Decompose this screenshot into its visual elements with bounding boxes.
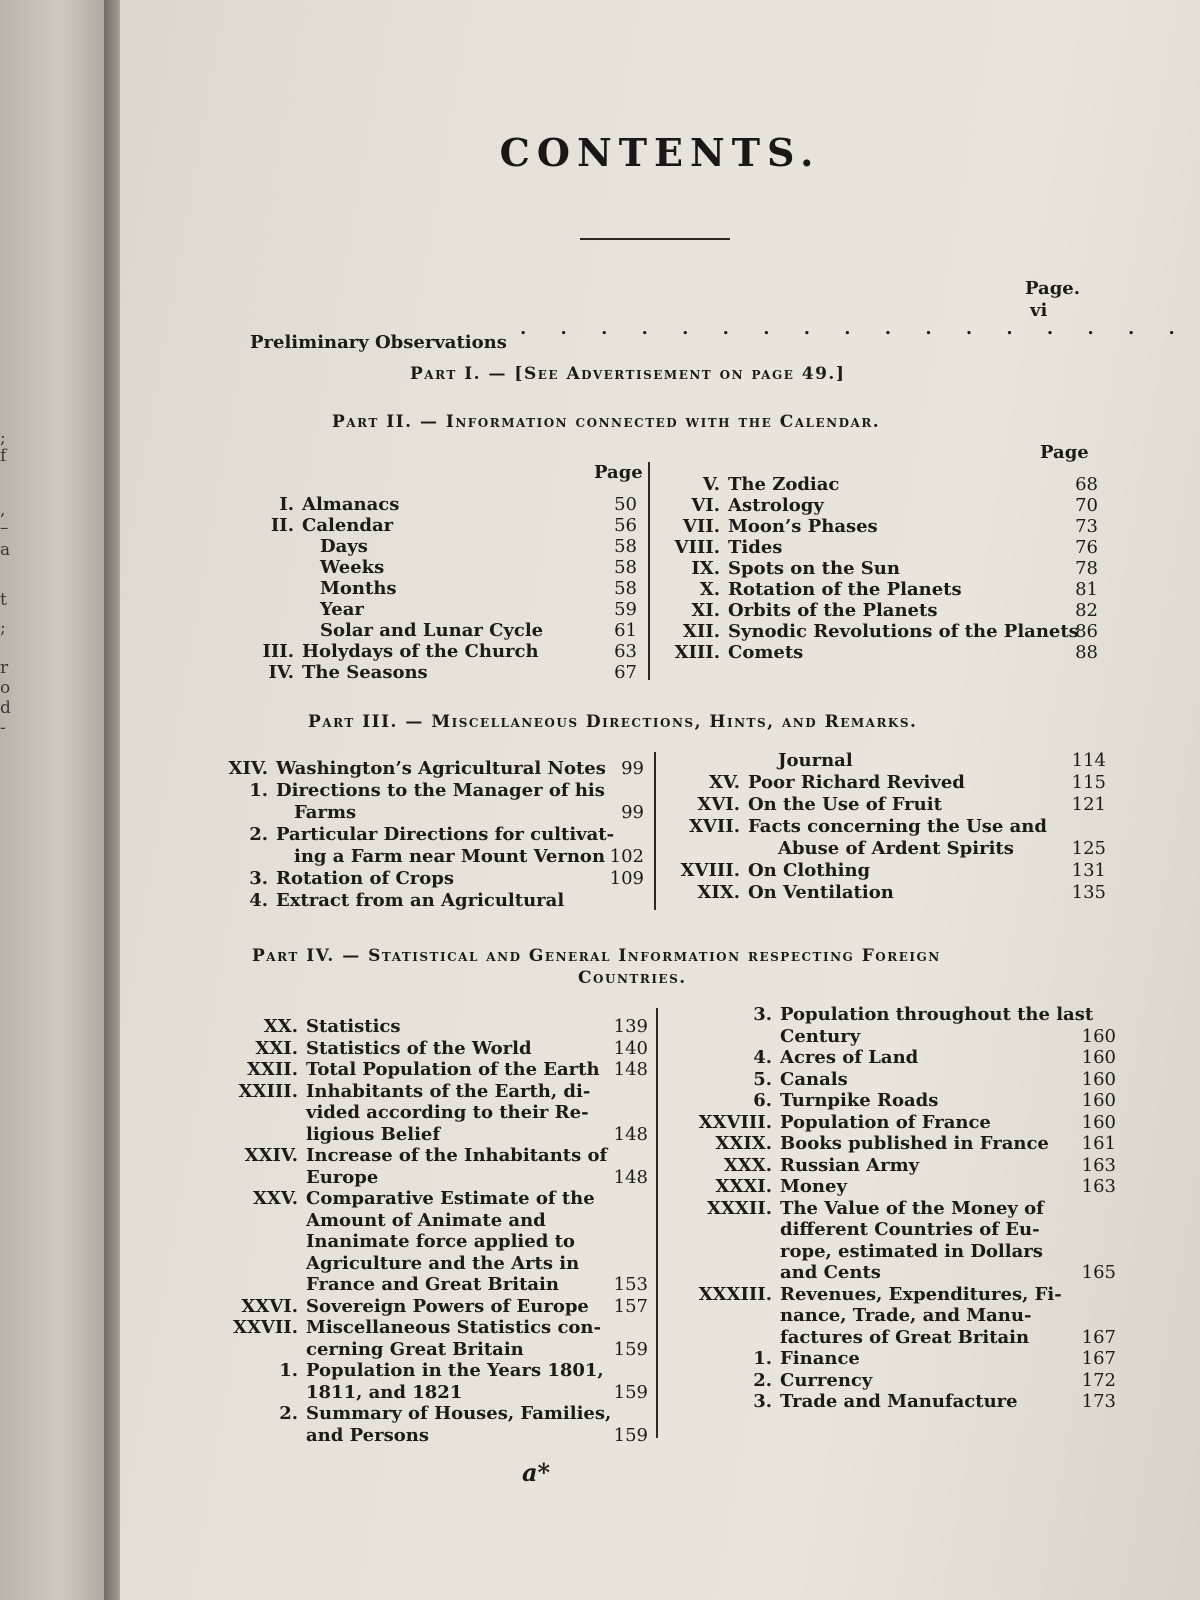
toc-entry-title: Acres of Land — [780, 1047, 919, 1068]
toc-entry-number: XXIX. — [715, 1133, 772, 1154]
facing-page-letter: – — [0, 518, 9, 538]
toc-entry-title: Tides — [728, 537, 783, 558]
toc-entry-number: 5. — [753, 1068, 772, 1090]
facing-page-letter: ; — [0, 428, 6, 448]
preliminary-observations-page: vi — [1030, 300, 1048, 321]
toc-entry-number: XX. — [263, 1016, 298, 1037]
toc-entry-page: 153 — [613, 1274, 648, 1295]
facing-page-letter: o — [0, 678, 11, 698]
toc-entry — [666, 750, 1106, 772]
toc-entry — [666, 772, 1106, 794]
toc-entry — [212, 1188, 648, 1210]
toc-entry-title: Washington’s Agricultural Notes — [276, 758, 606, 779]
toc-entry — [212, 1403, 648, 1425]
part-4-text: — Statistical and General Information respecting Foreign — [342, 946, 941, 966]
toc-entry-title: Century — [780, 1025, 861, 1047]
toc-entry-page: 114 — [1071, 750, 1106, 771]
toc-entry — [666, 816, 1106, 838]
toc-entry-number: XXIV. — [244, 1145, 298, 1166]
toc-entry-title: Population throughout the last — [780, 1004, 1094, 1025]
toc-entry-title: and Cents — [780, 1262, 881, 1283]
toc-entry-page: 99 — [621, 802, 644, 823]
toc-entry-page: 58 — [614, 578, 637, 599]
part-2-column-divider — [648, 462, 650, 680]
toc-entry-title: The Value of the Money of — [780, 1197, 1044, 1219]
toc-entry-number: XI. — [691, 600, 720, 621]
toc-entry-page: 67 — [614, 662, 637, 683]
toc-entry — [212, 1253, 648, 1275]
toc-entry-title: and Persons — [306, 1424, 429, 1446]
toc-entry-title: Finance — [780, 1348, 860, 1369]
toc-entry-number: XVII. — [688, 816, 740, 837]
toc-entry-page: 160 — [1081, 1090, 1116, 1111]
toc-entry-page: 99 — [621, 758, 644, 779]
toc-entry-title: Moon’s Phases — [728, 516, 878, 537]
toc-entry — [658, 579, 1098, 601]
toc-entry-title: Synodic Revolutions of the Planets — [728, 621, 1079, 642]
toc-entry-title: Farms — [294, 802, 357, 823]
toc-entry — [212, 536, 637, 558]
toc-entry — [666, 1305, 1116, 1327]
toc-entry-title: Statistics — [306, 1016, 401, 1037]
toc-entry-number: XVIII. — [680, 860, 740, 881]
toc-entry — [666, 1069, 1116, 1091]
toc-entry — [212, 1296, 648, 1318]
toc-entry-page: 76 — [1075, 537, 1098, 558]
toc-entry-page: 160 — [1081, 1025, 1116, 1047]
toc-entry — [212, 515, 637, 537]
toc-entry-title: Particular Directions for cultivat- — [276, 824, 615, 845]
toc-entry-number: 1. — [753, 1348, 772, 1369]
toc-entry-number: XIX. — [697, 882, 740, 903]
part-1-heading — [410, 364, 845, 384]
toc-entry — [658, 474, 1098, 496]
toc-entry-title: Orbits of the Planets — [728, 600, 938, 621]
toc-entry-number: 2. — [279, 1403, 298, 1424]
toc-entry-title: On Clothing — [748, 860, 871, 881]
toc-entry-title: The Seasons — [302, 662, 428, 683]
toc-entry-title: factures of Great Britain — [780, 1326, 1030, 1348]
toc-entry-page: 81 — [1075, 579, 1098, 600]
toc-entry-title: On the Use of Fruit — [748, 794, 942, 815]
toc-entry — [666, 794, 1106, 816]
toc-entry-page: 161 — [1081, 1133, 1116, 1154]
toc-entry-title: Total Population of the Earth — [306, 1059, 600, 1080]
toc-entry-page: 165 — [1081, 1262, 1116, 1283]
toc-entry — [212, 780, 644, 802]
toc-entry-page: 109 — [609, 868, 644, 889]
toc-entry — [666, 860, 1106, 882]
toc-entry — [666, 1262, 1116, 1284]
toc-entry — [212, 620, 637, 642]
toc-entry-title: Population of France — [780, 1111, 991, 1133]
toc-entry-page: 172 — [1081, 1369, 1116, 1391]
toc-entry-page: 115 — [1071, 772, 1106, 793]
toc-entry — [658, 495, 1098, 517]
toc-entry-page: 56 — [614, 515, 637, 536]
toc-entry-page: 135 — [1071, 882, 1106, 903]
toc-entry-page: 78 — [1075, 558, 1098, 579]
facing-page-letter: - — [0, 718, 6, 738]
toc-entry-number: IX. — [691, 558, 720, 579]
part-1-text: — [See Advertisement on page 49.] — [488, 364, 846, 384]
toc-entry — [666, 1391, 1116, 1413]
toc-entry-number: VII. — [682, 516, 720, 537]
toc-entry — [212, 1038, 648, 1060]
toc-entry-number: X. — [699, 579, 720, 600]
part-3-text: — Miscellaneous Directions, Hints, and Remarks. — [405, 712, 918, 732]
toc-entry-number: XXXI. — [715, 1176, 772, 1197]
toc-entry — [212, 641, 637, 663]
toc-entry — [212, 557, 637, 579]
toc-entry-page: 167 — [1081, 1348, 1116, 1369]
toc-entry-number: XXXII. — [706, 1197, 772, 1219]
toc-entry-number: XXVII. — [232, 1317, 298, 1338]
toc-entry-page: 50 — [614, 494, 637, 515]
toc-entry-title: Rotation of Crops — [276, 868, 455, 889]
toc-entry-number: XIII. — [674, 642, 720, 663]
toc-entry-number: VI. — [691, 495, 720, 516]
facing-page-edge — [0, 0, 112, 1600]
toc-entry — [212, 1382, 648, 1404]
toc-entry-number: V. — [702, 474, 720, 495]
toc-entry-page: 58 — [614, 536, 637, 557]
toc-entry-number: XVI. — [697, 794, 740, 815]
toc-entry-title: The Zodiac — [728, 474, 840, 495]
toc-entry-page: 86 — [1075, 621, 1098, 642]
toc-entry-number: XXXIII. — [698, 1283, 772, 1305]
toc-entry-page: 160 — [1081, 1047, 1116, 1068]
toc-entry-number: XXVI. — [241, 1295, 298, 1317]
leader-dots: . . . . . . . . . . . . . . . . . — [520, 318, 1189, 339]
toc-entry-number: 6. — [753, 1090, 772, 1111]
toc-entry-page: 148 — [613, 1059, 648, 1080]
toc-entry-title: Solar and Lunar Cycle — [320, 620, 544, 641]
toc-entry-title: Holydays of the Church — [302, 641, 539, 662]
contents-page — [120, 0, 1200, 1600]
toc-entry-title: Agriculture and the Arts in — [306, 1252, 580, 1274]
toc-entry-title: Books published in France — [780, 1133, 1049, 1154]
toc-entry-title: Weeks — [320, 557, 385, 578]
toc-entry — [666, 1112, 1116, 1134]
toc-entry-page: 125 — [1071, 838, 1106, 859]
part-3-column-divider — [654, 752, 656, 910]
toc-entry-title: Comets — [728, 642, 804, 663]
part-2-heading — [332, 412, 880, 432]
toc-entry — [658, 621, 1098, 643]
toc-entry-title: Inhabitants of the Earth, di- — [306, 1080, 591, 1102]
toc-entry — [658, 516, 1098, 538]
toc-entry — [212, 1081, 648, 1103]
toc-entry — [212, 1317, 648, 1339]
facing-page-letter: ; — [0, 618, 6, 638]
part-2-lead: Part II. — [332, 412, 413, 432]
toc-entry — [666, 1155, 1116, 1177]
toc-entry-title: Statistics of the World — [306, 1037, 532, 1059]
toc-entry-number: XXV. — [252, 1188, 298, 1209]
toc-entry — [212, 494, 637, 516]
toc-entry-page: 159 — [613, 1424, 648, 1446]
toc-entry-number: 4. — [249, 890, 268, 911]
toc-entry — [212, 1102, 648, 1124]
toc-entry — [212, 846, 644, 868]
toc-entry-number: XIV. — [228, 758, 268, 779]
toc-entry-title: Amount of Animate and — [306, 1209, 546, 1231]
toc-entry-page: 82 — [1075, 600, 1098, 621]
toc-entry-number: 4. — [753, 1047, 772, 1068]
part-4-heading — [252, 946, 941, 966]
toc-entry — [666, 1047, 1116, 1069]
toc-entry-page: 157 — [613, 1295, 648, 1317]
toc-entry-page: 61 — [614, 620, 637, 641]
toc-entry-title: Canals — [780, 1068, 848, 1090]
toc-entry-title: Inanimate force applied to — [306, 1231, 575, 1252]
toc-entry-page: 167 — [1081, 1326, 1116, 1348]
toc-entry-title: cerning Great Britain — [306, 1338, 524, 1360]
toc-entry-page: 148 — [613, 1123, 648, 1145]
toc-entry — [212, 1339, 648, 1361]
toc-entry-page: 148 — [613, 1166, 648, 1188]
toc-entry-number: XII. — [682, 621, 720, 642]
toc-entry-page: 139 — [613, 1016, 648, 1037]
toc-entry — [658, 537, 1098, 559]
toc-entry-title: Facts concerning the Use and — [748, 816, 1047, 837]
toc-entry-page: 102 — [609, 846, 644, 867]
toc-entry — [212, 824, 644, 846]
toc-entry-title: Comparative Estimate of the — [306, 1188, 595, 1209]
toc-entry-title: 1811, and 1821 — [306, 1381, 463, 1403]
toc-entry-page: 58 — [614, 557, 637, 578]
toc-entry-title: Months — [320, 578, 397, 599]
toc-entry-number: I. — [279, 494, 294, 515]
toc-entry-number: 3. — [753, 1004, 772, 1025]
toc-entry-title: France and Great Britain — [306, 1274, 559, 1295]
toc-entry — [212, 1274, 648, 1296]
toc-entry-number: II. — [270, 515, 294, 536]
signature-mark: a* — [522, 1458, 551, 1487]
toc-entry-title: Revenues, Expenditures, Fi- — [780, 1283, 1062, 1305]
toc-entry-title: Spots on the Sun — [728, 558, 900, 579]
toc-entry-page: 159 — [613, 1381, 648, 1403]
toc-entry-title: ing a Farm near Mount Vernon — [294, 846, 606, 867]
toc-entry-title: rope, estimated in Dollars — [780, 1240, 1043, 1262]
toc-entry — [666, 1327, 1116, 1349]
toc-entry — [212, 1360, 648, 1382]
part-2-text: — Information connected with the Calendar. — [419, 412, 881, 432]
toc-entry-title: Almanacs — [302, 494, 400, 515]
toc-entry-page: 63 — [614, 641, 637, 662]
toc-entry-title: Calendar — [302, 515, 394, 536]
toc-entry — [658, 600, 1098, 622]
toc-entry — [212, 1231, 648, 1253]
toc-entry-title: Directions to the Manager of his — [276, 780, 605, 801]
toc-entry-number: 3. — [753, 1391, 772, 1412]
toc-entry-page: 160 — [1081, 1111, 1116, 1133]
toc-entry — [212, 599, 637, 621]
toc-entry-title: Astrology — [728, 495, 824, 516]
toc-entry — [212, 1167, 648, 1189]
part-4-column-divider — [656, 1008, 658, 1438]
toc-entry-title: Miscellaneous Statistics con- — [306, 1317, 601, 1338]
toc-entry-title: Poor Richard Revived — [748, 772, 965, 793]
toc-entry-page: 159 — [613, 1338, 648, 1360]
toc-entry-number: XXVIII. — [698, 1111, 772, 1133]
toc-entry-number: XXII. — [246, 1059, 298, 1080]
toc-entry-title: Sovereign Powers of Europe — [306, 1295, 589, 1317]
part-3-heading — [308, 712, 917, 732]
toc-entry-number: XXIII. — [238, 1080, 298, 1102]
toc-entry — [666, 1348, 1116, 1370]
toc-entry — [666, 1241, 1116, 1263]
facing-page-letter: r — [0, 658, 9, 678]
toc-entry-title: Trade and Manufacture — [780, 1391, 1018, 1412]
toc-entry — [666, 1219, 1116, 1241]
toc-entry-title: Turnpike Roads — [780, 1090, 939, 1111]
toc-entry-page: 73 — [1075, 516, 1098, 537]
toc-entry — [212, 1425, 648, 1447]
toc-entry-number: IV. — [268, 662, 294, 683]
toc-entry-title: Extract from an Agricultural — [276, 890, 565, 911]
toc-entry-number: XXI. — [255, 1037, 298, 1059]
toc-entry — [212, 1210, 648, 1232]
toc-entry-number: 1. — [279, 1360, 298, 1381]
page-title: CONTENTS. — [499, 130, 821, 175]
toc-entry — [666, 1284, 1116, 1306]
toc-entry-title: Journal — [778, 750, 853, 771]
part-2-right-page-label: Page — [1040, 442, 1089, 463]
toc-entry-title: Money — [780, 1176, 847, 1197]
toc-entry-title: different Countries of Eu- — [780, 1219, 1040, 1240]
facing-page-letter: d — [0, 698, 11, 718]
toc-entry-page: 121 — [1071, 794, 1106, 815]
toc-entry-page: 163 — [1081, 1154, 1116, 1176]
toc-entry — [658, 558, 1098, 580]
part-1-lead: Part I. — [410, 364, 482, 384]
toc-entry — [666, 1026, 1116, 1048]
toc-entry — [212, 578, 637, 600]
toc-entry-title: Rotation of the Planets — [728, 579, 962, 600]
title-rule — [580, 238, 730, 240]
part-2-left-page-label: Page — [594, 462, 643, 483]
toc-entry — [666, 1004, 1116, 1026]
toc-entry-page: 59 — [614, 599, 637, 620]
toc-entry-page: 163 — [1081, 1176, 1116, 1197]
toc-entry-page: 173 — [1081, 1391, 1116, 1412]
toc-entry — [666, 1176, 1116, 1198]
facing-page-letter: , — [0, 500, 6, 520]
toc-entry — [212, 802, 644, 824]
toc-entry — [212, 1059, 648, 1081]
toc-entry-number: 2. — [753, 1369, 772, 1391]
toc-entry — [666, 838, 1106, 860]
toc-entry-page: 68 — [1075, 474, 1098, 495]
part-4-lead: Part IV. — [252, 946, 335, 966]
part-4-heading-continued: Countries. — [578, 968, 687, 988]
toc-entry — [666, 1370, 1116, 1392]
toc-entry-number: VIII. — [674, 537, 720, 558]
toc-entry-number: 1. — [249, 780, 268, 801]
toc-entry-page: 70 — [1075, 495, 1098, 516]
toc-entry-title: Days — [320, 536, 368, 557]
toc-entry — [212, 662, 637, 684]
toc-entry — [212, 758, 644, 780]
toc-entry-page: 131 — [1071, 860, 1106, 881]
toc-entry-title: Currency — [780, 1369, 873, 1391]
toc-entry-title: Increase of the Inhabitants of — [306, 1145, 608, 1166]
toc-entry — [666, 1090, 1116, 1112]
toc-entry-number: XXX. — [723, 1154, 772, 1176]
toc-entry-page: 88 — [1075, 642, 1098, 663]
toc-entry — [212, 1145, 648, 1167]
facing-page-letter: a — [0, 540, 11, 560]
toc-entry-number: XV. — [708, 772, 740, 793]
page-column-heading: Page. — [1025, 278, 1081, 299]
toc-entry — [212, 868, 644, 890]
toc-entry — [666, 882, 1106, 904]
toc-entry — [666, 1198, 1116, 1220]
toc-entry-number: 3. — [249, 868, 268, 889]
preliminary-observations-label: Preliminary Observations — [250, 332, 507, 353]
toc-entry — [212, 1124, 648, 1146]
toc-entry-number: 2. — [249, 824, 268, 845]
toc-entry-title: ligious Belief — [306, 1123, 441, 1145]
toc-entry-title: On Ventilation — [748, 882, 894, 903]
toc-entry-title: Europe — [306, 1166, 379, 1188]
toc-entry-title: Summary of Houses, Families, — [306, 1403, 612, 1424]
toc-entry — [666, 1133, 1116, 1155]
toc-entry — [658, 642, 1098, 664]
toc-entry-title: vided according to their Re- — [306, 1102, 589, 1123]
toc-entry — [212, 890, 644, 912]
toc-entry-page: 140 — [613, 1037, 648, 1059]
toc-entry-title: nance, Trade, and Manu- — [780, 1305, 1032, 1326]
toc-entry-title: Russian Army — [780, 1154, 920, 1176]
toc-entry-title: Year — [320, 599, 364, 620]
part-3-lead: Part III. — [308, 712, 398, 732]
toc-entry-page: 160 — [1081, 1068, 1116, 1090]
toc-entry-number: III. — [262, 641, 294, 662]
toc-entry-title: Abuse of Ardent Spirits — [778, 838, 1014, 859]
toc-entry — [212, 1016, 648, 1038]
toc-entry-title: Population in the Years 1801, — [306, 1360, 604, 1381]
facing-page-letter: t — [0, 590, 7, 610]
facing-page-letter: f — [0, 446, 7, 466]
